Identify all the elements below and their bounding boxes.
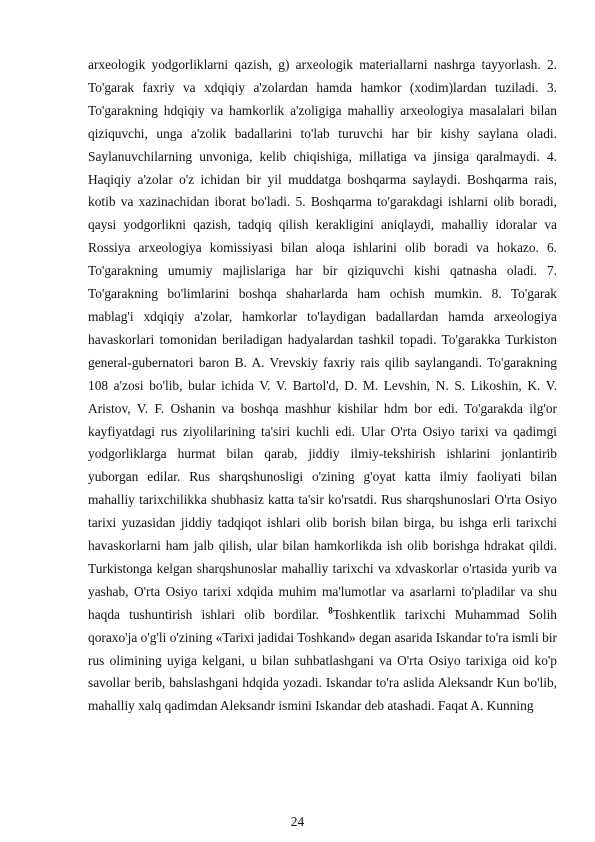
text-after-footnote: Toshkentlik tarixchi Muhammad Solih qoraxo'ja o'g'li o'zining «Tarixi jadidai Toshkand» degan asarida Iskandar to'ra ismli bir rus olimining uyiga kelgani, u bilan suhbatlashgani va O'rta Osiyo tarixiga oid ko'p savollar berib, bahslashgani hdqida yozadi. Iskandar to'ra aslida Aleksandr Kun bo'lib, mahalliy xalq qadimdan Aleksandr ismini Iskandar deb atashadi. Faqat A. Kunning [88, 606, 558, 714]
footnote-marker: 8 [328, 605, 333, 616]
text-before-footnote: arxeologik yodgorliklarni qazish, g) arxeologik materiallarni nashrga tayyorlash. 2. To'garak faxriy va xdqiqiy a'zolardan hamda hamkor (xodim)lardan tuziladi. 3. To'garakning hdqiqiy va hamkorlik a'zoligiga mahalliy arxeologiya masalalari bilan qiziquvchi, unga a'zolik badallarini to'lab turuvchi har bir kishy saylana oladi. Saylanuvchilarning unvoniga, kelib chiqishiga, millatiga va jinsiga qaralmaydi. 4. Haqiqiy a'zolar o'z ichidan bir yil muddatga boshqarma saylaydi. Boshqarma rais, kotib va xazinachidan iborat bo'ladi. 5. Boshqarma to'garakdagi ishlarni olib boradi, qaysi yodgorlikni qazish, tadqiq qilish kerakligini aniqlaydi, mahalliy idoralar va Rossiya arxeologiya komissiyasi bilan aloqa ishlarini olib boradi va hokazo. 6. To'garakning umumiy majlislariga har bir qiziquvchi kishi qatnasha oladi. 7. To'garakning bo'limlarini boshqa shaharlarda ham ochish mumkin. 8. To'garak mablag'i xdqiqiy a'zolar, hamkorlar to'laydigan badallardan hamda arxeologiya havaskorlari tomonidan beriladigan hadyalardan tashkil topadi. To'garakka Turkiston general-gubernatori baron B. A. Vrevskiy faxriy rais qilib saylangandi. To'garakning 108 a'zosi bo'lib, bular ichida V. V. Bartol'd, D. M. Levshin, N. S. Likoshin, K. V. Aristov, V. F. Oshanin va boshqa mashhur kishilar hdm bor edi. To'garakda ilg'or kayfiyatdagi rus ziyolilarining ta'siri kuchli edi. Ular O'rta Osiyo tarixi va qadimgi yodgorliklarga hurmat bilan qarab, jiddiy ilmiy-tekshirish ishlarini jonlantirib yuborgan edilar. Rus sharqshunosligi o'zining g'oyat katta ilmiy faoliyati bilan mahalliy tarixchilikka shubhasiz katta ta'sir ko'rsatdi. Rus sharqshunoslari O'rta Osiyo tarixi yuzasidan jiddiy tadqiqot ishlari olib borish bilan birga, bu ishga erli tarixchi havaskorlarni ham jalb qilish, ular bilan hamkorlikda ish olib borishga hdrakat qildi. Turkistonga kelgan sharqshunoslar mahalliy tarixchi va xdvaskorlar o'rtasida yurib va yashab, O'rta Osiyo tarixi xdqida muhim ma'lumotlar va asarlarni to'pladilar va shu haqda tushuntirish ishlari olib bordilar. [88, 57, 557, 622]
page-number: 24 [290, 814, 305, 829]
body-text [88, 54, 557, 718]
body-paragraph [88, 54, 557, 718]
